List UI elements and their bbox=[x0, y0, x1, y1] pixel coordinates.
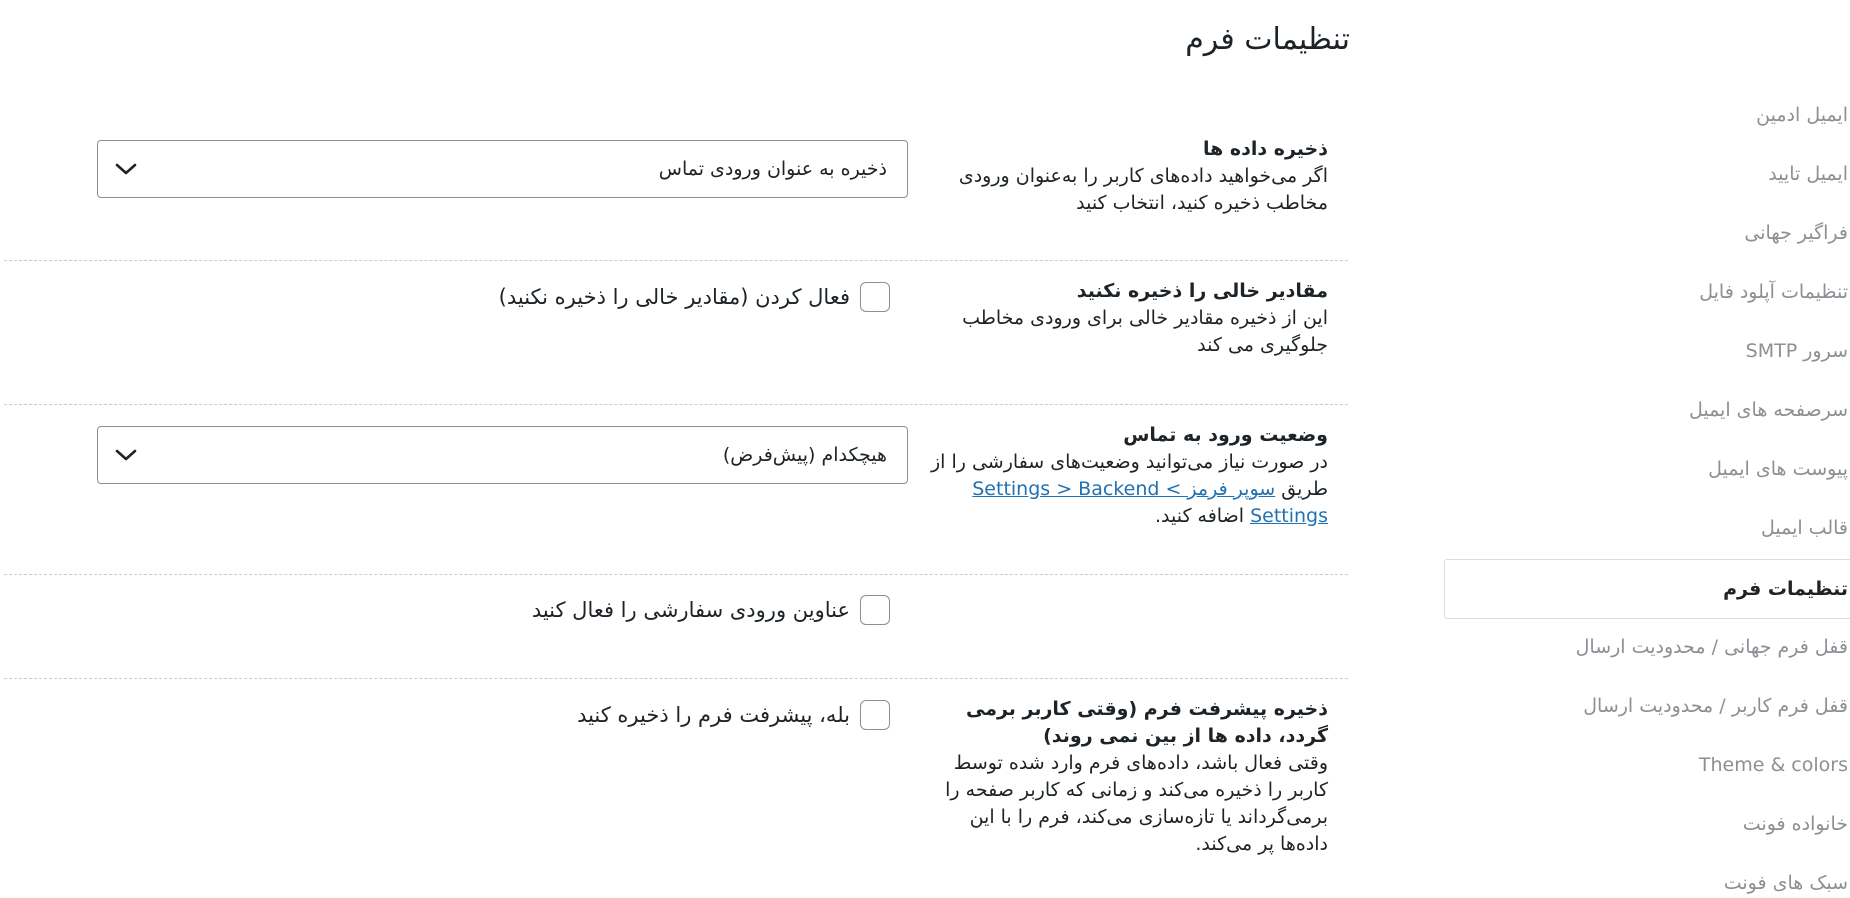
skip-empty-option[interactable] bbox=[499, 282, 890, 312]
setting-description bbox=[918, 449, 1328, 530]
setting-title: ذخیره داده ها bbox=[1202, 138, 1328, 160]
chevron-down-icon bbox=[114, 159, 138, 179]
setting-label-skip-empty bbox=[918, 278, 1328, 359]
setting-description: این از ذخیره مقادیر خالی برای ورودی مخاطب جلوگیری می کند bbox=[962, 307, 1328, 356]
setting-row-save-data bbox=[4, 130, 1348, 261]
settings-sidebar bbox=[1450, 0, 1850, 898]
sidebar-item-font-styles[interactable]: سبک های فونت bbox=[1723, 872, 1848, 894]
chevron-down-icon bbox=[114, 445, 138, 465]
description-text: اضافه کنید. bbox=[1154, 505, 1245, 527]
save-progress-option[interactable] bbox=[577, 700, 890, 730]
checkbox-label: بله، پیشرفت فرم را ذخیره کنید bbox=[577, 703, 850, 727]
sidebar-item-global-form-lock[interactable]: قفل فرم جهانی / محدودیت ارسال bbox=[1575, 636, 1848, 658]
select-value: ذخیره به عنوان ورودی تماس bbox=[658, 158, 887, 180]
sidebar-item-file-upload-settings[interactable]: تنظیمات آپلود فایل bbox=[1699, 281, 1848, 303]
setting-label-save-data bbox=[918, 136, 1328, 217]
sidebar-item-user-form-lock[interactable]: قفل فرم کاربر / محدودیت ارسال bbox=[1583, 695, 1848, 717]
checkbox-label: عناوین ورودی سفارشی را فعال کنید bbox=[531, 598, 850, 622]
backend-settings-link[interactable]: سوپر فرمز > Settings > Backend Settings bbox=[972, 478, 1328, 527]
save-data-select[interactable] bbox=[97, 140, 908, 198]
setting-label-save-progress bbox=[918, 696, 1328, 858]
sidebar-item-smtp-server[interactable]: سرور SMTP bbox=[1745, 340, 1848, 362]
page-title: تنظیمات فرم bbox=[1185, 22, 1350, 57]
checkbox-label: فعال کردن (مقادیر خالی را ذخیره نکنید) bbox=[498, 285, 850, 309]
setting-label-contact-status bbox=[918, 422, 1328, 530]
setting-row-contact-status bbox=[4, 404, 1348, 575]
setting-title: ذخیره پیشرفت فرم (وقتی کاربر برمی گردد، داده ها از بین نمی روند) bbox=[965, 698, 1328, 747]
custom-titles-checkbox[interactable] bbox=[860, 595, 890, 625]
sidebar-item-email-headers[interactable]: سرصفحه های ایمیل bbox=[1688, 399, 1848, 421]
sidebar-item-form-settings[interactable]: تنظیمات فرم bbox=[1444, 559, 1850, 619]
sidebar-item-confirmation-email[interactable]: ایمیل تایید bbox=[1768, 163, 1848, 185]
custom-titles-option[interactable] bbox=[532, 595, 890, 625]
save-progress-checkbox[interactable] bbox=[860, 700, 890, 730]
setting-row-save-progress bbox=[4, 678, 1348, 898]
sidebar-item-font-family[interactable]: خانواده فونت bbox=[1742, 813, 1848, 835]
sidebar-item-email-attachments[interactable]: پیوست های ایمیل bbox=[1708, 458, 1848, 480]
setting-title: مقادیر خالی را ذخیره نکنید bbox=[1076, 280, 1328, 302]
description-text: در صورت نیاز می‌توانید وضعیت‌های سفارشی را از طریق bbox=[930, 451, 1328, 500]
sidebar-item-theme-colors[interactable]: Theme & colors bbox=[1698, 754, 1848, 776]
contact-status-select[interactable] bbox=[97, 426, 908, 484]
setting-description: وقتی فعال باشد، داده‌های فرم وارد شده توسط کاربر را ذخیره می‌کند و زمانی که کاربر صفحه را برمی‌گرداند یا تازه‌سازی می‌کند، فرم را با این داده‌ها پر می‌کند. bbox=[945, 752, 1328, 855]
select-value: هیچکدام (پیش‌فرض) bbox=[722, 444, 887, 466]
setting-row-skip-empty bbox=[4, 260, 1348, 405]
sidebar-item-email-template[interactable]: قالب ایمیل bbox=[1760, 517, 1848, 539]
setting-title: وضعیت ورود به تماس bbox=[1123, 424, 1328, 446]
skip-empty-checkbox[interactable] bbox=[860, 282, 890, 312]
sidebar-item-admin-email[interactable]: ایمیل ادمین bbox=[1756, 104, 1848, 126]
setting-row-custom-titles bbox=[4, 574, 1348, 679]
setting-description: اگر می‌خواهید داده‌های کاربر را به‌عنوان ورودی مخاطب ذخیره کنید، انتخاب کنید bbox=[958, 165, 1328, 214]
sidebar-item-global-overrides[interactable]: فراگیر جهانی bbox=[1744, 222, 1848, 244]
